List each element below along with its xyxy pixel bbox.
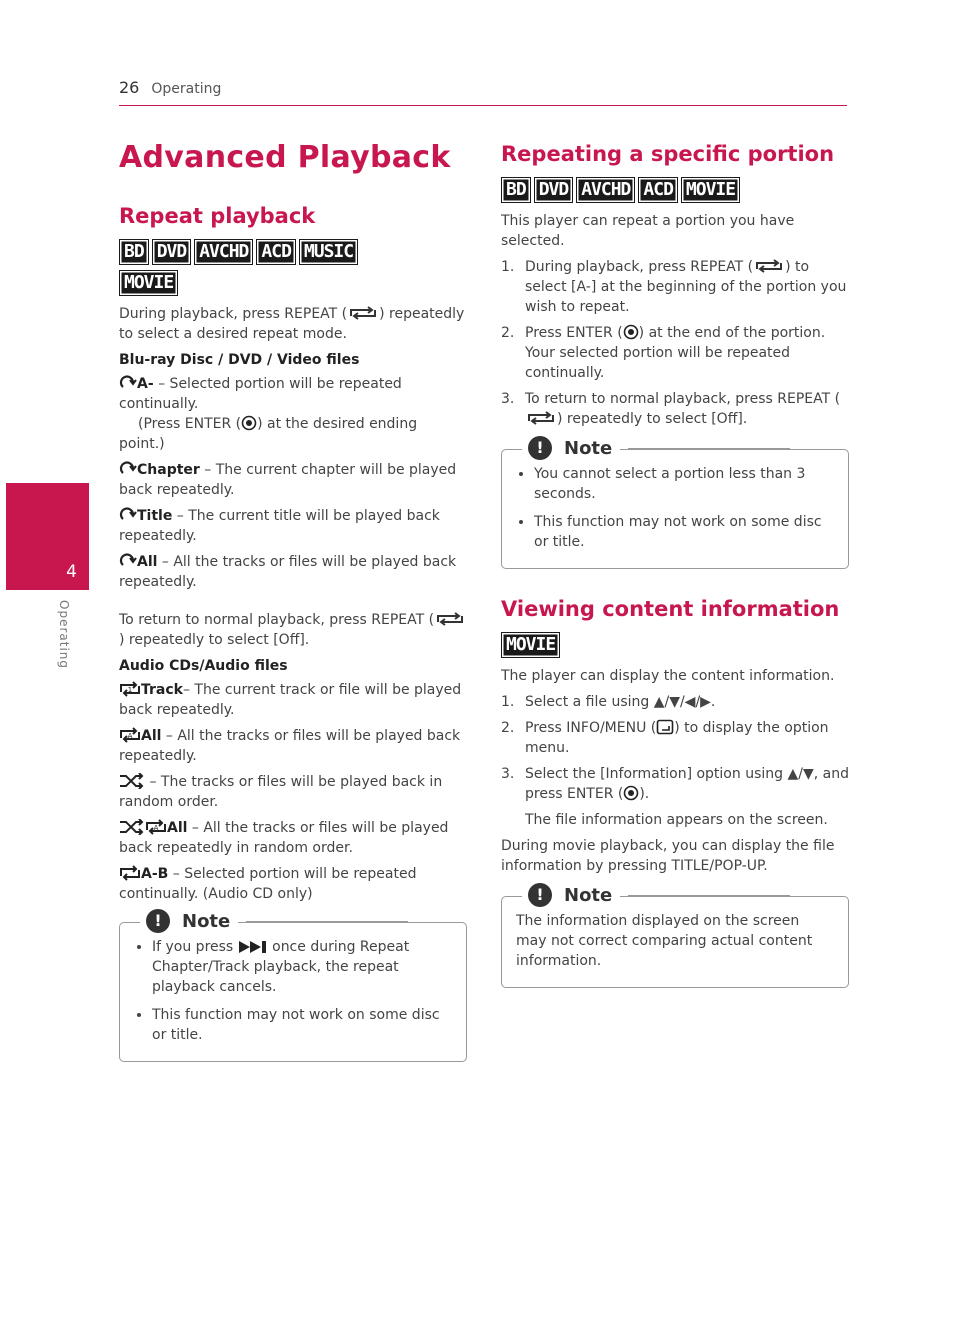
- exclamation-icon: !: [528, 436, 552, 460]
- info-steps: [501, 692, 849, 804]
- cd-item-random: – The tracks or files will be played back in random order.: [119, 774, 443, 810]
- bd-item-chapter: Chapter – The current chapter will be played back repeatedly.: [119, 462, 457, 498]
- repeat-icon: [525, 410, 557, 426]
- note-item: • If you press once during Repeat Chapter/Track playback, the repeat playback cancels.: [152, 937, 452, 997]
- repeat-icon: [347, 305, 379, 321]
- repeat-all-icon: [119, 727, 141, 743]
- bd-item-title: Title – The current title will be played back repeatedly.: [119, 508, 440, 544]
- badge-avchd: AVCHD: [194, 239, 253, 265]
- repeat-all-icon: [145, 819, 167, 835]
- exclamation-icon: !: [146, 909, 170, 933]
- repeat-heading: Repeat playback: [119, 204, 316, 228]
- note-header: ! Note: [140, 909, 238, 933]
- badge-movie: MOVIE: [119, 270, 178, 296]
- left-column: [119, 140, 467, 1062]
- portion-heading: Repeating a specific portion: [501, 142, 835, 166]
- return-text: To return to normal playback, press REPEAT () repeatedly to select [Off].: [119, 610, 467, 650]
- page-title: Advanced Playback: [119, 140, 451, 175]
- cd-item-ab: A-B – Selected portion will be repeated continually. (Audio CD only): [119, 866, 417, 902]
- repeat-note: [119, 910, 467, 1062]
- badge-dvd: DVD: [534, 177, 574, 203]
- note-header: ! Note: [522, 883, 620, 907]
- step: 1. Select a file using ▲/▼/◀/▶.: [501, 694, 716, 710]
- step: 3. To return to normal playback, press REPEAT () repeatedly to select [Off].: [501, 391, 841, 427]
- cd-item-all: A All – All the tracks or files will be played back repeatedly.: [119, 728, 461, 764]
- step: 2. Press ENTER ( ) at the end of the portion. Your selected portion will be repeated continually.: [501, 325, 826, 381]
- enter-icon: [623, 324, 639, 340]
- repeat-badges: [119, 236, 467, 298]
- cd-subheading: Audio CDs/Audio files: [119, 658, 288, 674]
- info-note: [501, 884, 849, 988]
- note-item: • You cannot select a portion less than 3 seconds.: [534, 464, 834, 504]
- cd-item-random-all: A All – All the tracks or files will be played back repeatedly in random order.: [119, 820, 449, 856]
- badge-bd: BD: [119, 239, 149, 265]
- repeat-intro: During playback, press REPEAT ( ) repeatedly to select a desired repeat mode.: [119, 306, 465, 342]
- repeat-ab-icon: [119, 865, 141, 881]
- chapter-tab: [6, 483, 89, 590]
- svg-text:A: A: [127, 732, 133, 740]
- header-section: Operating: [151, 81, 222, 97]
- skip-next-icon: [238, 940, 268, 954]
- badge-acd: ACD: [256, 239, 296, 265]
- svg-text:1: 1: [127, 686, 133, 694]
- portion-note: [501, 437, 849, 569]
- badge-acd: ACD: [638, 177, 678, 203]
- portion-steps: [501, 257, 849, 429]
- shuffle-icon: [119, 773, 145, 789]
- enter-icon: [623, 785, 639, 801]
- bd-item-a: A- – Selected portion will be repeated continually. (Press ENTER ( ) at the desired ending point.): [119, 376, 418, 452]
- svg-text:A: A: [153, 824, 159, 832]
- info-heading: Viewing content information: [501, 597, 840, 621]
- page-header: [119, 78, 847, 106]
- repeat-loop-icon: [119, 461, 137, 477]
- chapter-label: Operating: [57, 600, 71, 669]
- info-movie-text: During movie playback, you can display the file information by pressing TITLE/POP-UP.: [501, 838, 835, 874]
- badge-music: MUSIC: [299, 239, 358, 265]
- bd-item-all: All – All the tracks or files will be played back repeatedly.: [119, 554, 457, 590]
- note-text: The information displayed on the screen may not correct comparing actual content information.: [516, 913, 813, 969]
- repeat-icon: [434, 611, 466, 627]
- info-menu-icon: [656, 719, 674, 735]
- cd-item-track: 1 Track– The current track or file will be played back repeatedly.: [119, 682, 462, 718]
- step: 3. Select the [Information] option using ▲/▼, and press ENTER ( ).: [501, 766, 849, 802]
- badge-bd: BD: [501, 177, 531, 203]
- bd-subheading: Blu-ray Disc / DVD / Video files: [119, 352, 360, 368]
- repeat-loop-icon: [119, 553, 137, 569]
- badge-avchd: AVCHD: [576, 177, 635, 203]
- step: 1. During playback, press REPEAT ( ) to select [A-] at the beginning of the portion you wish to repeat.: [501, 259, 847, 315]
- badge-movie: MOVIE: [681, 177, 740, 203]
- enter-icon: [241, 415, 257, 431]
- portion-intro: This player can repeat a portion you have selected.: [501, 213, 795, 249]
- portion-badges: [501, 174, 849, 205]
- page-number: 26: [119, 78, 140, 97]
- badge-movie: MOVIE: [501, 632, 560, 658]
- repeat-loop-icon: [119, 507, 137, 523]
- info-badges: [501, 629, 849, 660]
- badge-dvd: DVD: [152, 239, 192, 265]
- shuffle-icon: [119, 819, 145, 835]
- note-item: • This function may not work on some disc or title.: [152, 1005, 452, 1045]
- info-intro: The player can display the content information.: [501, 668, 835, 684]
- note-item: • This function may not work on some disc or title.: [534, 512, 834, 552]
- exclamation-icon: !: [528, 883, 552, 907]
- repeat-track-icon: [119, 681, 141, 697]
- note-header: ! Note: [522, 436, 620, 460]
- repeat-icon: [753, 258, 785, 274]
- chapter-number: 4: [66, 562, 77, 582]
- info-step3-result: The file information appears on the screen.: [525, 812, 828, 828]
- right-column: [501, 140, 849, 988]
- repeat-loop-icon: [119, 375, 137, 391]
- step: 2. Press INFO/MENU ( ) to display the option menu.: [501, 720, 829, 756]
